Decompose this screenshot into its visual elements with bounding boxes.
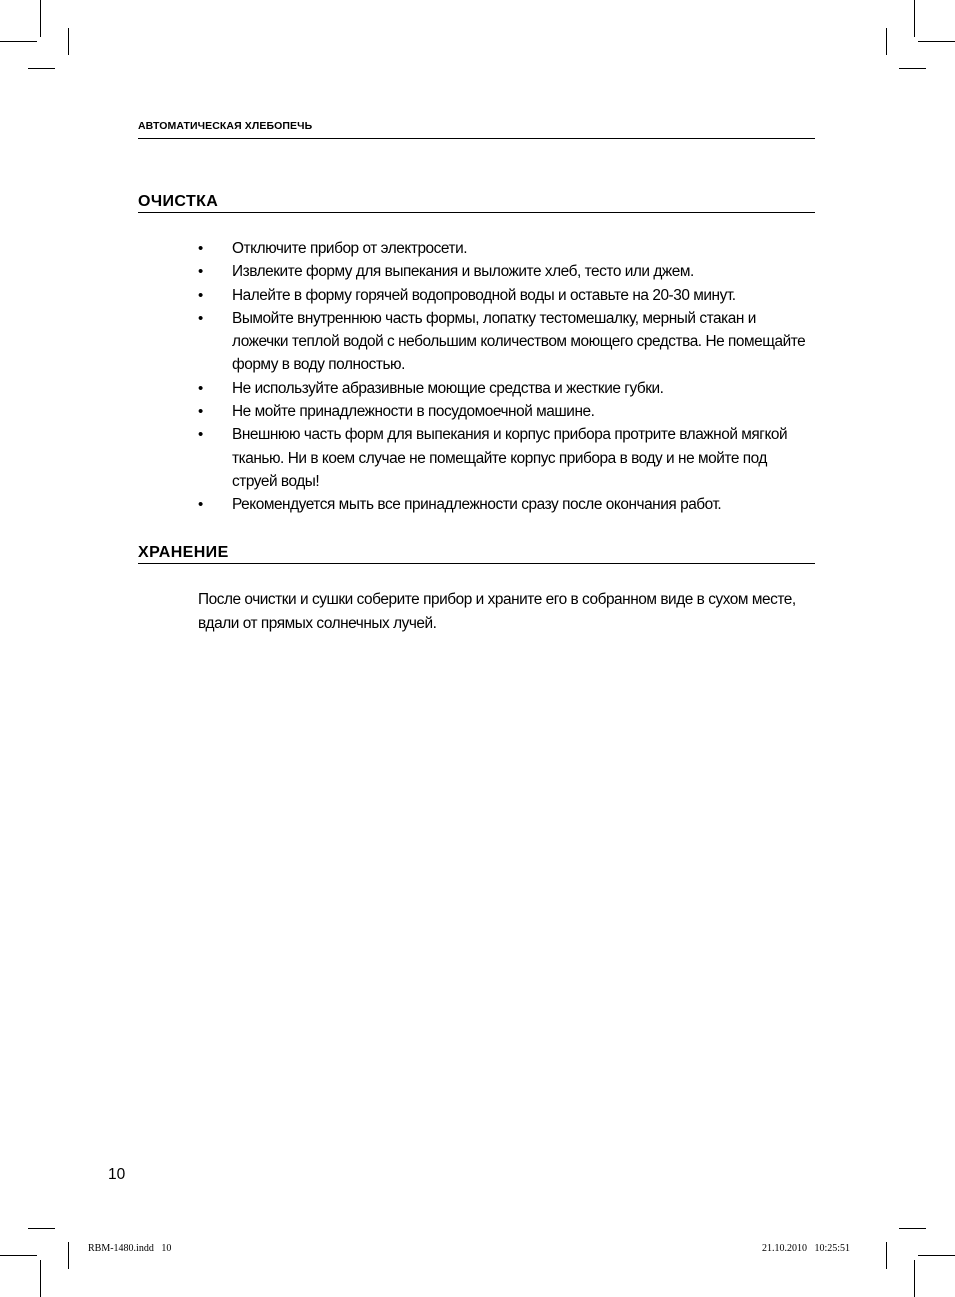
section-title-cleaning: ОЧИСТКА [138, 193, 815, 213]
bullet-icon: • [198, 286, 203, 304]
crop-mark [68, 28, 69, 55]
list-item [198, 493, 808, 516]
list-item-text: Не мойте принадлежности в посудомоечной машине. [232, 403, 595, 421]
list-item-text: Внешнюю часть форм для выпекания и корпус прибора протрите влажной мягкой тканью. Ни в коем случае не помещайте корпус прибора в воду и не мойте под струей воды! [232, 426, 788, 490]
slug-timestamp: 21.10.2010 10:25:51 [762, 1243, 851, 1254]
list-item-text: Вымойте внутреннюю часть формы, лопатку тестомешалку, мерный стакан и ложечки теплой водой с небольшим количеством моющего средства. Не помещайте форму в воду полностью. [232, 309, 806, 374]
list-item-text: Отключите прибор от электросети. [232, 240, 468, 257]
crop-mark [918, 41, 955, 42]
bullet-icon: • [198, 496, 203, 514]
bullet-icon: • [198, 426, 203, 444]
list-item-text: Не используйте абразивные моющие средства и жесткие губки. [232, 379, 664, 397]
crop-mark [886, 1242, 887, 1269]
list-item-text: Извлеките форму для выпекания и выложите хлеб, тесто или джем. [232, 263, 694, 281]
list-item [198, 284, 808, 307]
crop-mark [40, 1260, 41, 1297]
bullet-icon: • [198, 309, 203, 327]
crop-mark [40, 0, 41, 37]
list-item [198, 423, 808, 493]
bullet-icon: • [198, 403, 203, 421]
crop-mark [886, 28, 887, 55]
cleaning-list [198, 237, 808, 517]
page-number: 10 [108, 1166, 126, 1183]
section-title-storage: ХРАНЕНИЕ [138, 544, 815, 564]
list-item [198, 260, 808, 283]
crop-mark [899, 1228, 926, 1229]
list-item [198, 400, 808, 423]
crop-mark [914, 0, 915, 37]
crop-mark [0, 41, 37, 42]
bullet-icon: • [198, 240, 203, 257]
bullet-icon: • [198, 379, 203, 397]
running-head: АВТОМАТИЧЕСКАЯ ХЛЕБОПЕЧЬ [138, 120, 815, 139]
list-item-text: Рекомендуется мыть все принадлежности сразу после окончания работ. [232, 496, 722, 514]
storage-paragraph: После очистки и сушки соберите прибор и храните его в собранном виде в сухом месте, вдали от прямых солнечных лучей. [198, 591, 796, 632]
list-item [198, 307, 808, 377]
list-item [198, 377, 808, 400]
crop-mark [0, 1255, 37, 1256]
crop-mark [899, 68, 926, 69]
crop-mark [28, 68, 55, 69]
list-item-text: Налейте в форму горячей водопроводной воды и оставьте на 20-30 минут. [232, 286, 736, 304]
list-item [198, 237, 808, 260]
crop-mark [28, 1228, 55, 1229]
crop-mark [68, 1242, 69, 1269]
crop-mark [918, 1255, 955, 1256]
crop-mark [914, 1260, 915, 1297]
slug-file-name: RBM-1480.indd 10 [88, 1243, 172, 1254]
bullet-icon: • [198, 263, 203, 281]
